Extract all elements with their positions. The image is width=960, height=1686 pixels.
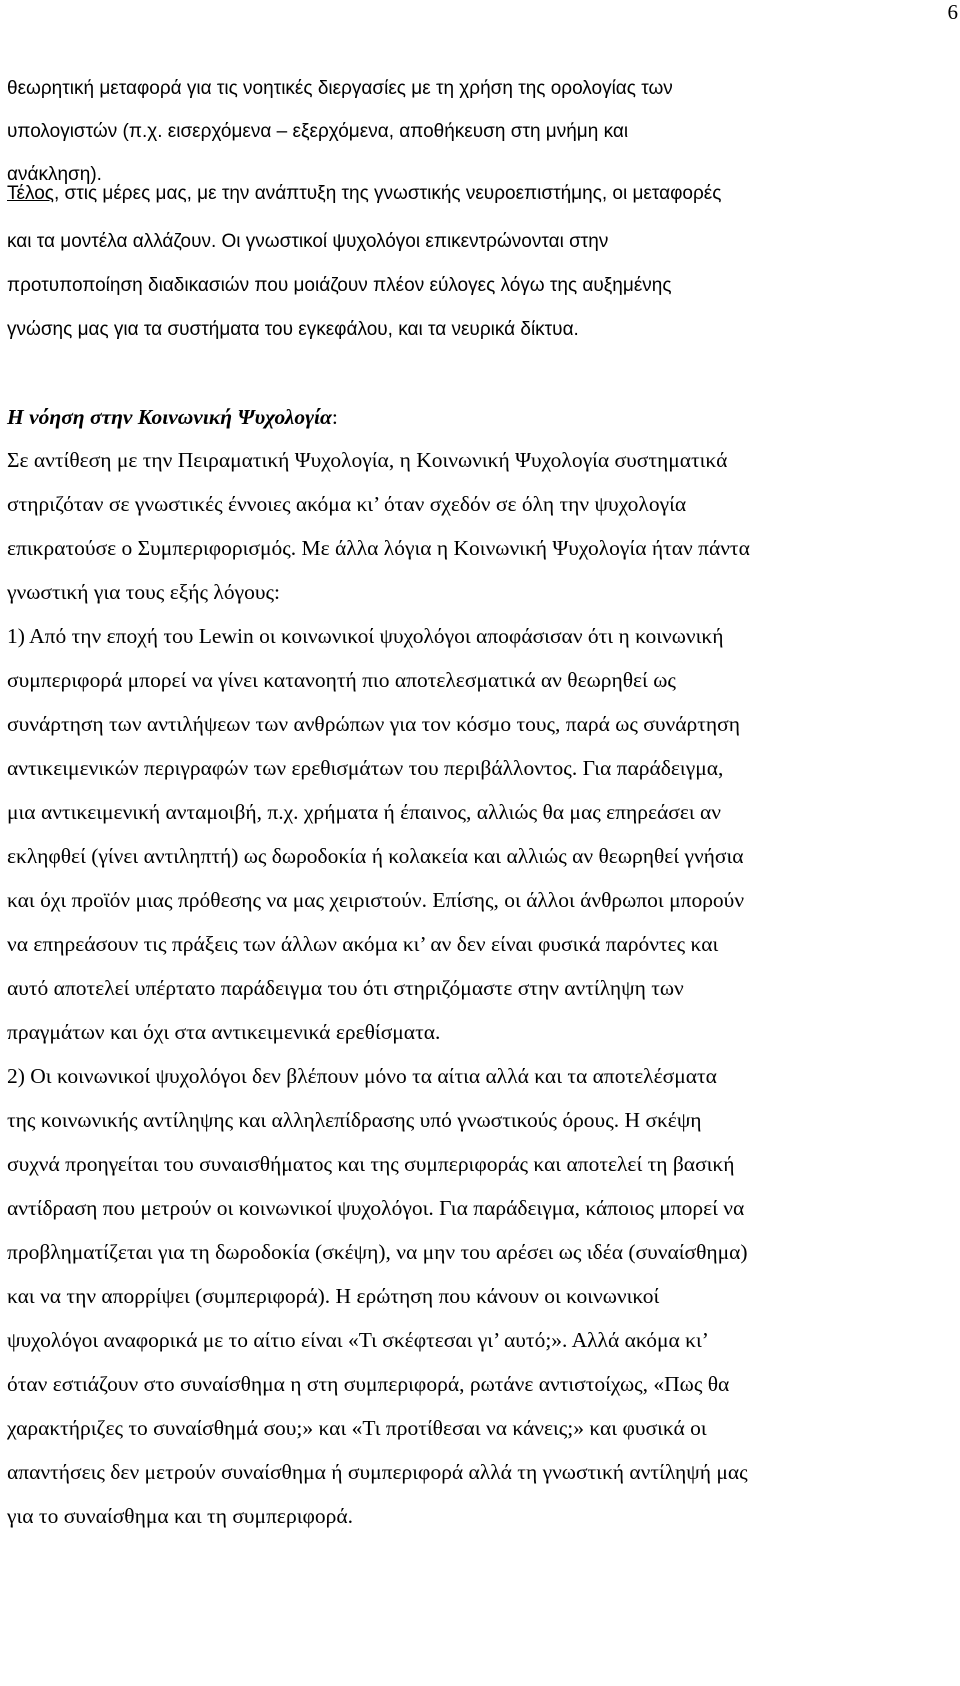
text-line: επικρατούσε ο Συμπεριφορισμός. Με άλλα λόγια η Κοινωνική Ψυχολογία ήταν πάντα [7, 536, 750, 560]
text-line: συμπεριφορά μπορεί να γίνει κατανοητή πιο αποτελεσματικά αν θεωρηθεί ως [7, 668, 676, 692]
text-line: Σε αντίθεση με την Πειραματική Ψυχολογία, η Κοινωνική Ψυχολογία συστηματικά [7, 448, 728, 472]
text-line: αντίδραση που μετρούν οι κοινωνικοί ψυχολόγοι. Για παράδειγμα, κάποιος μπορεί να [7, 1196, 745, 1220]
text-line: πραγμάτων και όχι στα αντικειμενικά ερεθίσματα. [7, 1020, 441, 1044]
text-line: για το συναίσθημα και τη συμπεριφορά. [7, 1504, 354, 1528]
text-line: γνώσης μας για τα συστήματα του εγκεφάλου, και τα νευρικά δίκτυα. [7, 319, 579, 340]
text-line: αυτό αποτελεί υπέρτατο παράδειγμα του ότι στηριζόμαστε στην αντίληψη των [7, 976, 684, 1000]
text-line: χαρακτήριζες το συναίσθημά σου;» και «Τι προτίθεσαι να κάνεις;» και φυσικά οι [7, 1416, 707, 1440]
underlined-word: Τέλος [7, 183, 54, 204]
heading-colon: : [331, 405, 338, 429]
text-line: συνάρτηση των αντιλήψεων των ανθρώπων για τον κόσμο τους, παρά ως συνάρτηση [7, 712, 740, 736]
text-line: θεωρητική μεταφορά για τις νοητικές διεργασίες με τη χρήση της ορολογίας των [7, 78, 673, 99]
text-line: στηριζόταν σε γνωστικές έννοιες ακόμα κι’ όταν σχεδόν σε όλη την ψυχολογία [7, 492, 687, 516]
text-span: , στις μέρες μας, με την ανάπτυξη της γνωστικής νευροεπιστήμης, οι μεταφορές [53, 183, 722, 204]
text-line: προβληματίζεται για τη δωροδοκία (σκέψη), να μην του αρέσει ως ιδέα (συναίσθημα) [7, 1240, 748, 1264]
section-heading-text: Η νόηση στην Κοινωνική Ψυχολογία [7, 405, 332, 429]
section-heading [7, 405, 338, 429]
text-line: απαντήσεις δεν μετρούν συναίσθημα ή συμπεριφορά αλλά τη γνωστική αντίληψή μας [7, 1460, 748, 1484]
text-line: ψυχολόγοι αναφορικά με το αίτιο είναι «Τι σκέφτεσαι γι’ αυτό;». Αλλά ακόμα κι’ [7, 1328, 709, 1352]
text-line: και να την απορρίψει (συμπεριφορά). Η ερώτηση που κάνουν οι κοινωνικοί [7, 1284, 660, 1308]
text-line: να επηρεάσουν τις πράξεις των άλλων ακόμα κι’ αν δεν είναι φυσικά παρόντες και [7, 932, 719, 956]
text-line: εκληφθεί (γίνει αντιληπτή) ως δωροδοκία ή κολακεία και αλλιώς αν θεωρηθεί γνήσια [7, 844, 744, 868]
text-line: ανάκληση). [7, 164, 102, 185]
text-line: συχνά προηγείται του συναισθήματος και της συμπεριφοράς και αποτελεί τη βασική [7, 1152, 735, 1176]
text-line: προτυποποίηση διαδικασιών που μοιάζουν πλέον εύλογες λόγω της αυξημένης [7, 275, 672, 296]
text-line: της κοινωνικής αντίληψης και αλληλεπίδρασης υπό γνωστικούς όρους. Η σκέψη [7, 1108, 702, 1132]
text-line: και όχι προϊόν μιας πρόθεσης να μας χειριστούν. Επίσης, οι άλλοι άνθρωποι μπορούν [7, 888, 745, 912]
text-line: όταν εστιάζουν στο συναίσθημα η στη συμπεριφορά, ρωτάνε αντιστοίχως, «Πως θα [7, 1372, 730, 1396]
text-line: υπολογιστών (π.χ. εισερχόμενα – εξερχόμενα, αποθήκευση στη μνήμη και [7, 121, 629, 142]
text-line: 1) Από την εποχή του Lewin οι κοινωνικοί ψυχολόγοι αποφάσισαν ότι η κοινωνική [7, 624, 724, 648]
text-line [7, 182, 721, 206]
text-line: γνωστική για τους εξής λόγους: [7, 580, 280, 604]
text-line: και τα μοντέλα αλλάζουν. Οι γνωστικοί ψυχολόγοι επικεντρώνονται στην [7, 231, 609, 252]
text-line: αντικειμενικών περιγραφών των ερεθισμάτων του περιβάλλοντος. Για παράδειγμα, [7, 756, 724, 780]
text-line: 2) Οι κοινωνικοί ψυχολόγοι δεν βλέπουν μόνο τα αίτια αλλά και τα αποτελέσματα [7, 1064, 717, 1088]
text-line: μια αντικειμενική ανταμοιβή, π.χ. χρήματα ή έπαινος, αλλιώς θα μας επηρεάσει αν [7, 800, 722, 824]
page-number: 6 [947, 0, 958, 24]
